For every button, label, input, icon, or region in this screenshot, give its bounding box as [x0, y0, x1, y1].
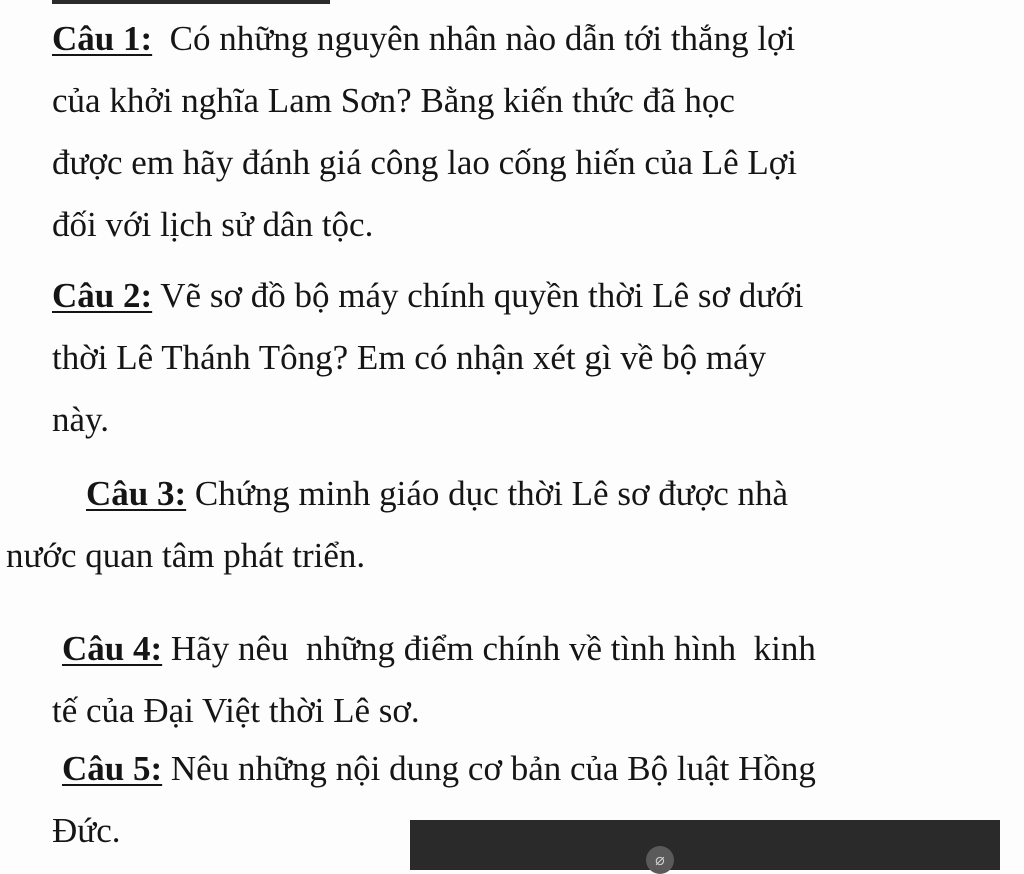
question-3-line-1 [0, 463, 788, 525]
question-1-line-4: đối với lịch sử dân tộc. [52, 205, 374, 244]
question-2 [52, 265, 803, 451]
question-2-line-3: này. [52, 400, 110, 439]
question-3 [0, 463, 788, 587]
question-3-line-2: nước quan tâm phát triển. [6, 536, 366, 575]
question-1-line-2: của khởi nghĩa Lam Sơn? Bằng kiến thức đã học [52, 81, 735, 120]
question-4-label: Câu 4: [62, 629, 163, 668]
question-1-label: Câu 1: [52, 19, 153, 58]
question-4-text-1: Hãy nêu những điểm chính về tình hình kinh [162, 629, 816, 668]
question-1 [52, 8, 797, 256]
top-divider [52, 0, 330, 4]
question-2-line-1 [52, 265, 803, 327]
question-4 [52, 618, 816, 742]
question-5-line-2: Đức. [52, 811, 121, 850]
question-5-text-1: Nêu những nội dung cơ bản của Bộ luật Hồng [162, 749, 816, 788]
question-1-line-3: được em hãy đánh giá công lao cống hiến của Lê Lợi [52, 143, 798, 182]
question-1-text-1: Có những nguyên nhân nào dẫn tới thắng lợi [152, 19, 796, 58]
question-2-label: Câu 2: [52, 276, 153, 315]
overlay-bar [410, 820, 1000, 870]
question-2-text-1: Vẽ sơ đồ bộ máy chính quyền thời Lê sơ dưới [152, 276, 804, 315]
question-3-text-1: Chứng minh giáo dục thời Lê sơ được nhà [186, 474, 789, 513]
question-5-label: Câu 5: [62, 749, 163, 788]
question-4-line-1 [52, 618, 816, 680]
question-2-line-2: thời Lê Thánh Tông? Em có nhận xét gì về bộ máy [52, 338, 767, 377]
question-3-label: Câu 3: [86, 474, 187, 513]
mic-off-icon[interactable]: ⌀ [646, 846, 674, 874]
question-4-line-2: tế của Đại Việt thời Lê sơ. [52, 691, 420, 730]
question-5-line-1 [52, 738, 816, 800]
question-1-line-1 [52, 8, 797, 70]
